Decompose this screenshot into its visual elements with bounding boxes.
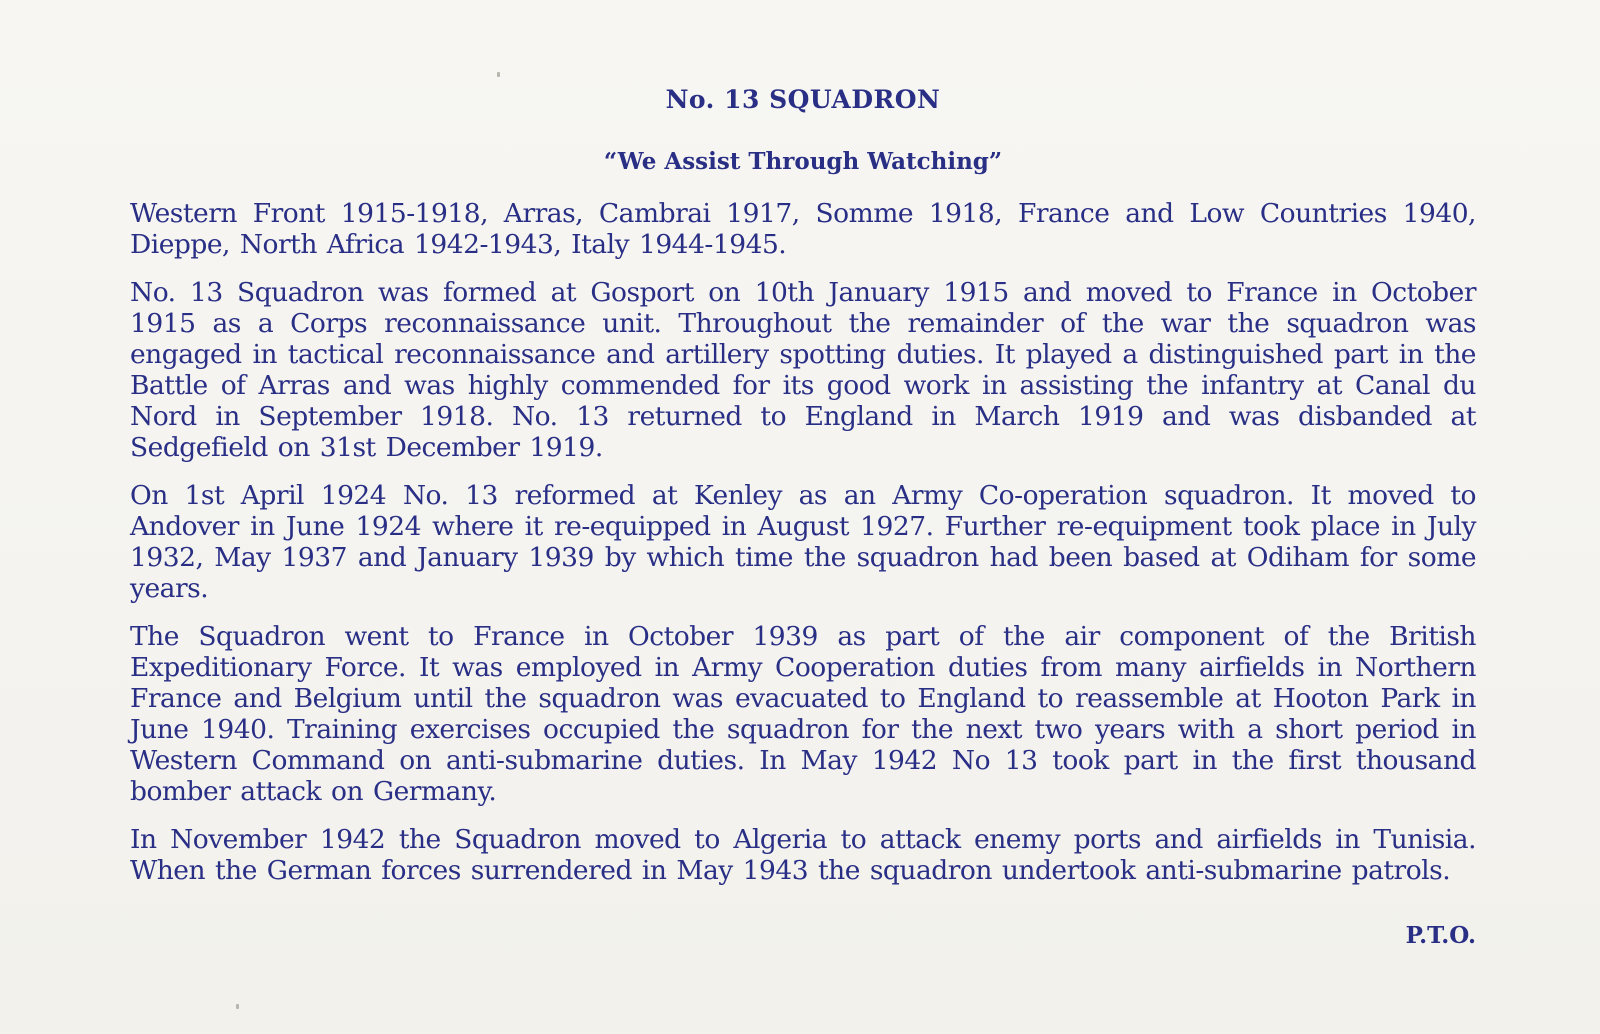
page-title: No. 13 SQUADRON [665,85,941,114]
history-paragraph-1915: No. 13 Squadron was formed at Gosport on 10th January 1915 and moved to France in October 1915 as a Corps reconnaissance unit. Throughout the remainder of the war the squadron was engaged in tactical reconnaissance and artillery spotting duties. It played a distinguished part in the Battle of Arras and was highly commended for its good work in assisting the infantry at Canal du Nord in September 1918. No. 13 returned to England in March 1919 and was disbanded at Sedgefield on 31st December 1919. [130,277,1476,463]
squadron-motto: “We Assist Through Watching” [603,148,1003,175]
history-paragraph-1939: The Squadron went to France in October 1939 as part of the air component of the British Expeditionary Force. It was employed in Army Cooperation duties from many airfields in Northern France and Belgium until the squadron was evacuated to England to reassemble at Hooton Park in June 1940. Training exercises occupied the squadron for the next two years with a short period in Western Command on anti-submarine duties. In May 1942 No 13 took part in the first thousand bomber attack on Germany. [130,621,1476,807]
history-paragraph-1942: In November 1942 the Squadron moved to Algeria to attack enemy ports and airfields in Tunisia. When the German forces surrendered in May 1943 the squadron undertook anti-submarine patrols. [130,824,1476,886]
history-paragraph-1924: On 1st April 1924 No. 13 reformed at Kenley as an Army Co-operation squadron. It moved to Andover in June 1924 where it re-equipped in August 1927. Further re-equipment took place in July 1932, May 1937 and January 1939 by which time the squadron had been based at Odiham for some years. [130,480,1476,604]
battle-honours-paragraph: Western Front 1915-1918, Arras, Cambrai 1917, Somme 1918, France and Low Countries 1940, Dieppe, North Africa 1942-1943, Italy 1944-1945. [130,198,1476,260]
paper-speck [497,72,500,77]
paper-speck [236,1004,239,1009]
document-body [130,82,1476,949]
please-turn-over-note: P.T.O. [1405,922,1476,949]
